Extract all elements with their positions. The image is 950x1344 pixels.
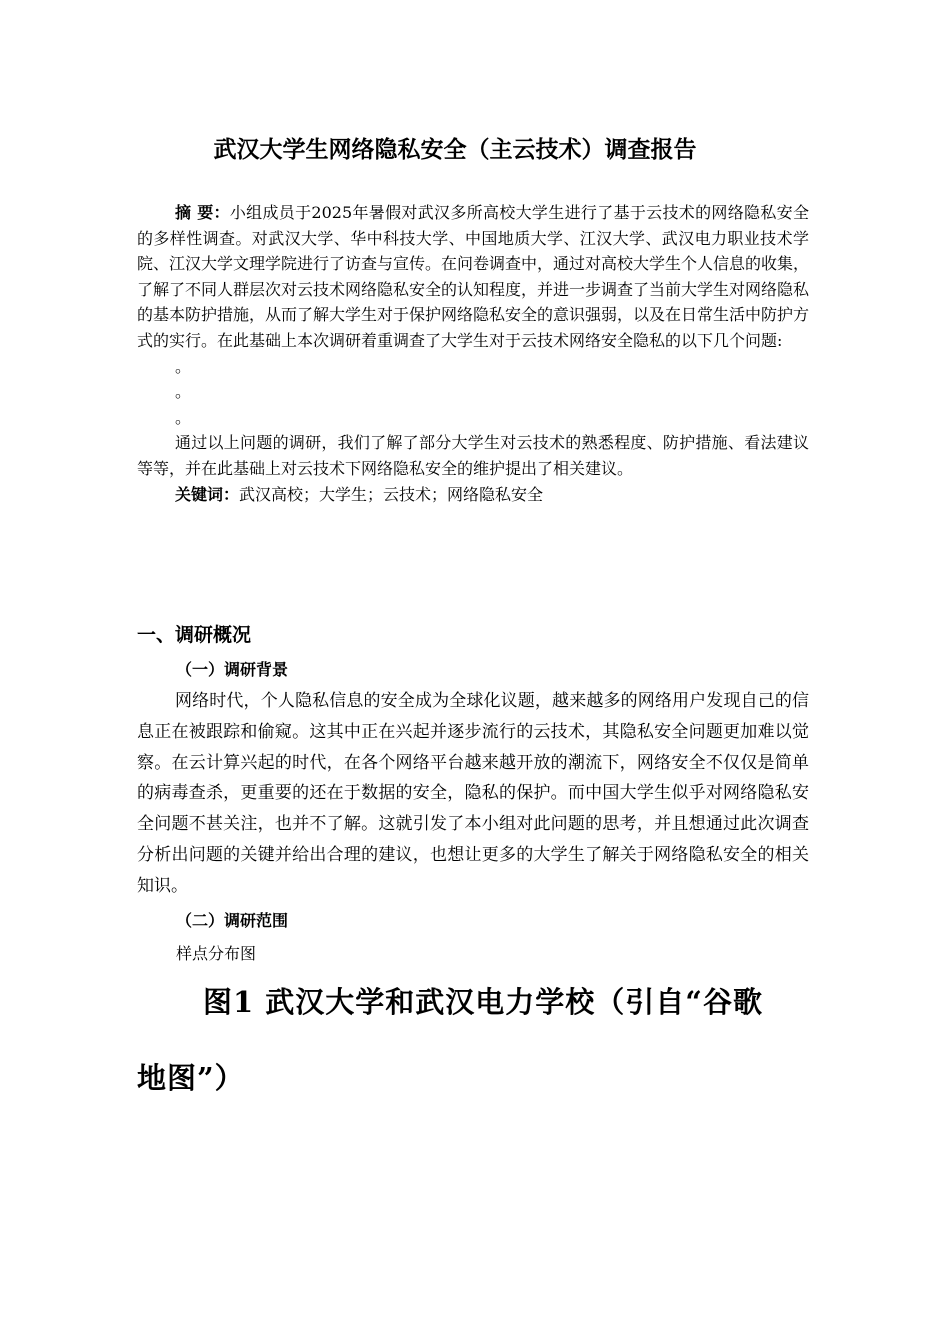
- abstract-text: 小组成员于2025年暑假对武汉多所高校大学生进行了基于云技术的网络隐私安全的多样性调查。对武汉大学、华中科技大学、中国地质大学、江汉大学、武汉电力职业技术学院、江汉大学文理学院进行了访查与宣传。在问卷调查中，通过对高校大学生个人信息的收集，了解了不同人群层次对云技术网络隐私安全的认知程度，并进一步调查了当前大学生对网络隐私的基本防护措施，从而了解大学生对于保护网络隐私安全的意识强弱，以及在日常生活中防护方式的实行。在此基础上本次调研着重调查了大学生对于云技术网络安全隐私的以下几个问题:: [137, 203, 810, 350]
- keywords-label: 关键词：: [175, 484, 240, 504]
- figure-caption-line2: 地图”）: [137, 1061, 245, 1095]
- keywords-line: [137, 482, 809, 508]
- sample-map-label: 样点分布图: [176, 944, 257, 963]
- subsection-heading-scope: （二）调研范围: [176, 911, 289, 930]
- abstract-block: [137, 200, 809, 507]
- abstract-label: 摘 要：: [175, 203, 230, 222]
- abstract-bullet-2: 。: [175, 382, 192, 402]
- section-heading-overview: 一、调研概况: [137, 624, 252, 646]
- abstract-bullet-1: 。: [175, 356, 192, 376]
- figure-caption: [137, 972, 817, 1108]
- abstract-conclusion: 通过以上问题的调研，我们了解了部分大学生对云技术的熟悉程度、防护措施、看法建议等等，并在此基础上对云技术下网络隐私安全的维护提出了相关建议。: [137, 433, 809, 478]
- background-paragraph: 网络时代，个人隐私信息的安全成为全球化议题，越来越多的网络用户发现自己的信息正在被跟踪和偷窥。这其中正在兴起并逐步流行的云技术，其隐私安全问题更加难以觉察。在云计算兴起的时代，在各个网络平台越来越开放的潮流下，网络安全不仅仅是简单的病毒查杀，更重要的还在于数据的安全，隐私的保护。而中国大学生似乎对网络隐私安全问题不甚关注，也并不了解。这就引发了本小组对此问题的思考，并且想通过此次调查分析出问题的关键并给出合理的建议，也想让更多的大学生了解关于网络隐私安全的相关知识。: [137, 691, 809, 896]
- document-title: 武汉大学生网络隐私安全（主云技术）调查报告: [213, 137, 697, 163]
- subsection-heading-background: （一）调研背景: [176, 660, 289, 679]
- abstract-bullet-3: 。: [175, 407, 192, 427]
- figure-caption-line1: 图1 武汉大学和武汉电力学校（引自“谷歌: [203, 985, 763, 1019]
- abstract-paragraph: [137, 200, 809, 354]
- keywords-text: 武汉高校；大学生；云技术；网络隐私安全: [239, 484, 544, 504]
